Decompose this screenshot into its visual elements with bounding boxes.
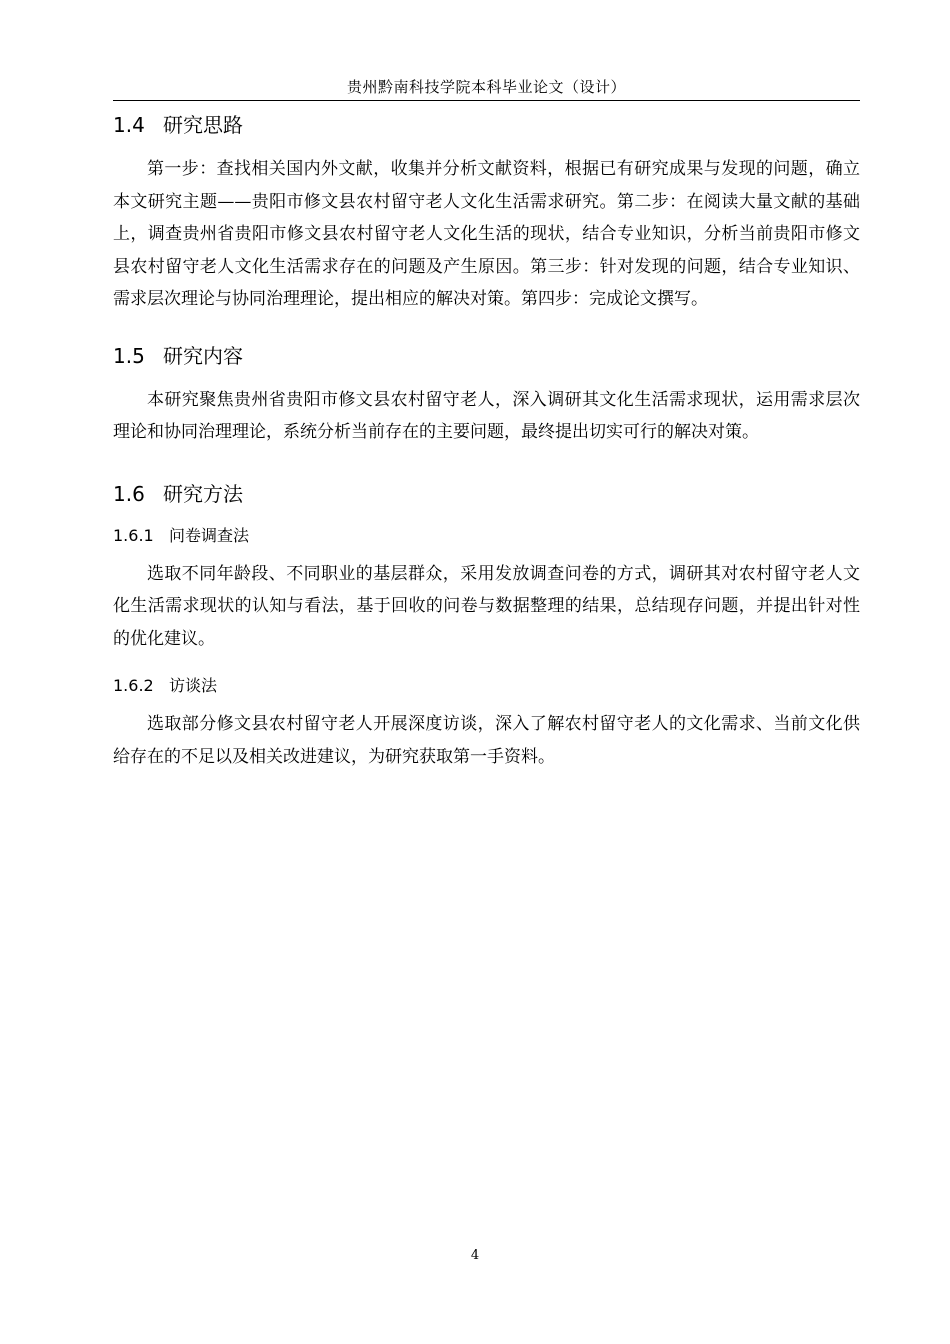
subsection-heading-1-6-2: [113, 674, 860, 698]
subsection-title: 问卷调查法: [169, 525, 250, 545]
document-body: [113, 110, 860, 773]
subsection-heading-1-6-1: [113, 524, 860, 548]
subsection-title: 访谈法: [169, 676, 218, 695]
paragraph-research-approach: 第一步：查找相关国内外文献，收集并分析文献资料，根据已有研究成果与发现的问题，确立本文研究主题——贵阳市修文县农村留守老人文化生活需求研究。第二步：在阅读大量文献的基础上，调查贵州省贵阳市修文县农村留守老人文化生活的现状，结合专业知识，分析当前贵阳市修文县农村留守老人文化生活需求存在的问题及产生原因。第三步：针对发现的问题，结合专业知识、需求层次理论与协同治理理论，提出相应的解决对策。第四步：完成论文撰写。: [113, 159, 860, 309]
section-heading-1-6: [113, 479, 860, 509]
paragraph-interview-method: 选取部分修文县农村留守老人开展深度访谈，深入了解农村留守老人的文化需求、当前文化供给存在的不足以及相关改进建议，为研究获取第一手资料。: [113, 714, 860, 767]
paragraph-questionnaire-method: 选取不同年龄段、不同职业的基层群众，采用发放调查问卷的方式，调研其对农村留守老人文化生活需求现状的认知与看法，基于回收的问卷与数据整理的结果，总结现存问题，并提出针对性的优化建议。: [113, 563, 860, 649]
header-title: 贵州黔南科技学院本科毕业论文（设计）: [346, 78, 626, 96]
page-number: 4: [470, 1248, 480, 1263]
section-heading-1-5: [113, 341, 860, 371]
section-number: 1.4: [113, 113, 145, 137]
subsection-number: 1.6.1: [113, 525, 154, 545]
section-heading-1-4: [113, 110, 860, 140]
paragraph-research-content: 本研究聚焦贵州省贵阳市修文县农村留守老人，深入调研其文化生活需求现状，运用需求层次理论和协同治理理论，系统分析当前存在的主要问题，最终提出切实可行的解决对策。: [113, 389, 860, 442]
section-number: 1.5: [113, 343, 145, 368]
section-number: 1.6: [113, 481, 145, 506]
section-title: 研究思路: [163, 113, 243, 137]
page-header: [113, 76, 860, 101]
subsection-number: 1.6.2: [113, 676, 154, 695]
section-title: 研究方法: [163, 481, 243, 506]
section-title: 研究内容: [163, 343, 243, 368]
